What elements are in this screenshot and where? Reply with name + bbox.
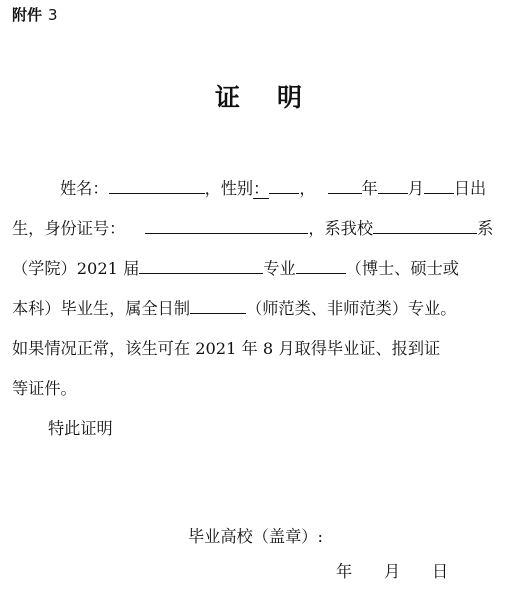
normal-type-blank[interactable] (190, 296, 246, 314)
body-line-4 (12, 296, 517, 322)
body-line-3 (12, 256, 517, 282)
gender-colon: ： (253, 179, 270, 198)
birth-month-blank[interactable] (378, 176, 408, 194)
degree-blank[interactable] (296, 256, 346, 274)
attachment-label (12, 4, 58, 25)
certify-line: 特此证明 (48, 419, 113, 438)
id-label: 生，身份证号： (12, 219, 126, 238)
department-suffix: 系 (477, 219, 494, 238)
fulltime-label: 本科）毕业生，属全日制 (12, 299, 191, 318)
title-char-1: 证 (215, 83, 241, 112)
degree-options: （博士、硕士或 (345, 259, 459, 278)
title-char-2: 明 (277, 83, 303, 112)
birth-year-blank[interactable] (328, 176, 362, 194)
normal-type-options: （师范类、非师范类）专业。 (246, 299, 457, 318)
sign-month-label: 月 (384, 562, 401, 581)
gender-label: ，性别 (204, 179, 254, 198)
department-blank[interactable] (373, 216, 477, 234)
gender-comma: ， (299, 179, 316, 198)
major-blank[interactable] (139, 256, 263, 274)
year-label: 年 (361, 179, 378, 198)
gender-blank[interactable] (269, 176, 299, 194)
id-number-blank[interactable] (145, 216, 308, 234)
birth-day-blank[interactable] (424, 176, 454, 194)
name-blank[interactable] (109, 176, 205, 194)
body-line-2 (12, 216, 517, 242)
sign-year-label: 年 (336, 562, 353, 581)
attachment-number: 3 (48, 6, 58, 24)
body-line-1 (12, 176, 517, 202)
college-grade-label: （学院）2021 届 (12, 259, 140, 278)
name-label: 姓名： (60, 179, 109, 198)
day-label: 日出 (453, 179, 487, 198)
month-label: 月 (407, 179, 424, 198)
body-line-6: 等证件。 (12, 379, 77, 398)
school-label: ，系我校 (308, 219, 374, 238)
attachment-label-text: 附件 (12, 6, 43, 24)
sign-day-label: 日 (432, 562, 449, 581)
school-seal-label: 毕业高校（盖章）: (188, 527, 323, 546)
major-label: 专业 (263, 259, 296, 278)
body-line-5: 如果情况正常，该生可在 2021 年 8 月取得毕业证、报到证 (12, 339, 441, 358)
